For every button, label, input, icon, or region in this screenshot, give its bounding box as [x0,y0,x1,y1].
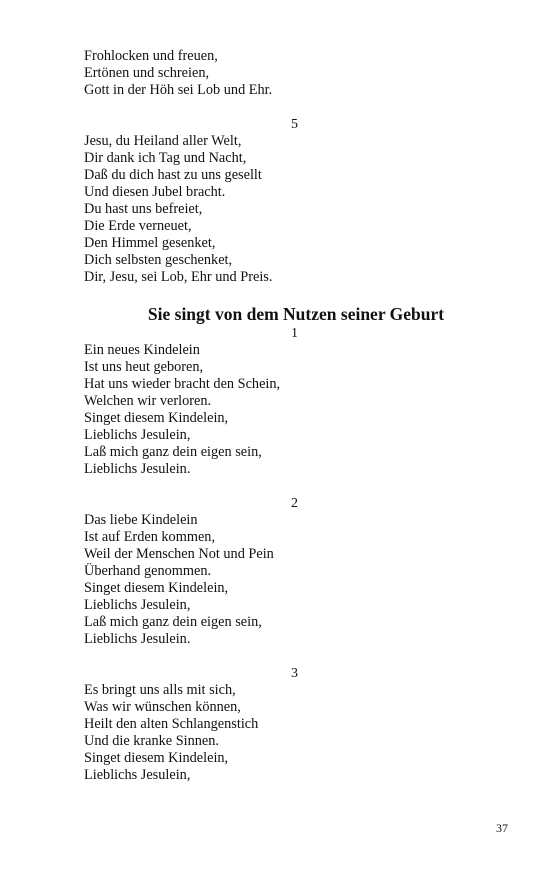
stanza-gap [84,648,508,665]
verse-line: Singet diesem Kindelein, [84,750,229,766]
verse-line: Laß mich ganz dein eigen sein, [84,614,262,630]
verse-line: Lieblichs Jesulein, [84,427,191,443]
stanza-1 [84,325,508,478]
verse-line: Laß mich ganz dein eigen sein, [84,444,262,460]
verse-line: Lieblichs Jesulein, [84,767,191,783]
stanza-gap [84,478,508,495]
verse-line: Dir, Jesu, sei Lob, Ehr und Preis. [84,269,273,285]
page-number: 37 [496,821,508,835]
stanza-5 [84,116,508,286]
verse-line: Welchen wir verloren. [84,393,212,409]
stanza-number: 1 [291,326,298,341]
verse-line: Heilt den alten Schlangenstich [84,716,259,732]
verse-line: Überhand genommen. [84,563,212,579]
verse-line: Ist uns heut geboren, [84,359,204,375]
verse-line: Die Erde verneuet, [84,218,192,234]
verse-line: Ist auf Erden kommen, [84,529,216,545]
stanza-3 [84,665,508,784]
verse-line: Und die kranke Sinnen. [84,733,219,749]
section-gap [84,286,508,303]
verse-line: Singet diesem Kindelein, [84,410,229,426]
song-title: Sie singt von dem Nutzen seiner Geburt [147,304,445,324]
verse-line: Dich selbsten geschenket, [84,252,233,268]
verse-line: Frohlocken und freuen, [84,48,218,64]
verse-line: Hat uns wieder bracht den Schein, [84,376,281,392]
verse-line: Was wir wünschen können, [84,699,241,715]
stanza-number: 2 [291,496,298,511]
verse-line: Lieblichs Jesulein. [84,631,191,647]
verse-line: Und diesen Jubel bracht. [84,184,226,200]
verse-line: Das liebe Kindelein [84,512,198,528]
verse-line: Jesu, du Heiland aller Welt, [84,133,242,149]
verse-line: Du hast uns befreiet, [84,201,203,217]
stanza-number: 5 [291,117,298,132]
verse-line: Gott in der Höh sei Lob und Ehr. [84,82,273,98]
verse-line: Weil der Menschen Not und Pein [84,546,274,562]
stanza-4-continuation [84,48,508,99]
text-column [84,48,508,784]
stanza-gap [84,99,508,116]
verse-line: Es bringt uns alls mit sich, [84,682,236,698]
stanza-number: 3 [291,666,298,681]
stanza-2 [84,495,508,648]
verse-line: Den Himmel gesenket, [84,235,216,251]
verse-line: Daß du dich hast zu uns gesellt [84,167,262,183]
verse-line: Ertönen und schreien, [84,65,210,81]
verse-line: Ein neues Kindelein [84,342,200,358]
verse-line: Lieblichs Jesulein, [84,597,191,613]
verse-line: Lieblichs Jesulein. [84,461,191,477]
verse-line: Singet diesem Kindelein, [84,580,229,596]
verse-line: Dir dank ich Tag und Nacht, [84,150,247,166]
